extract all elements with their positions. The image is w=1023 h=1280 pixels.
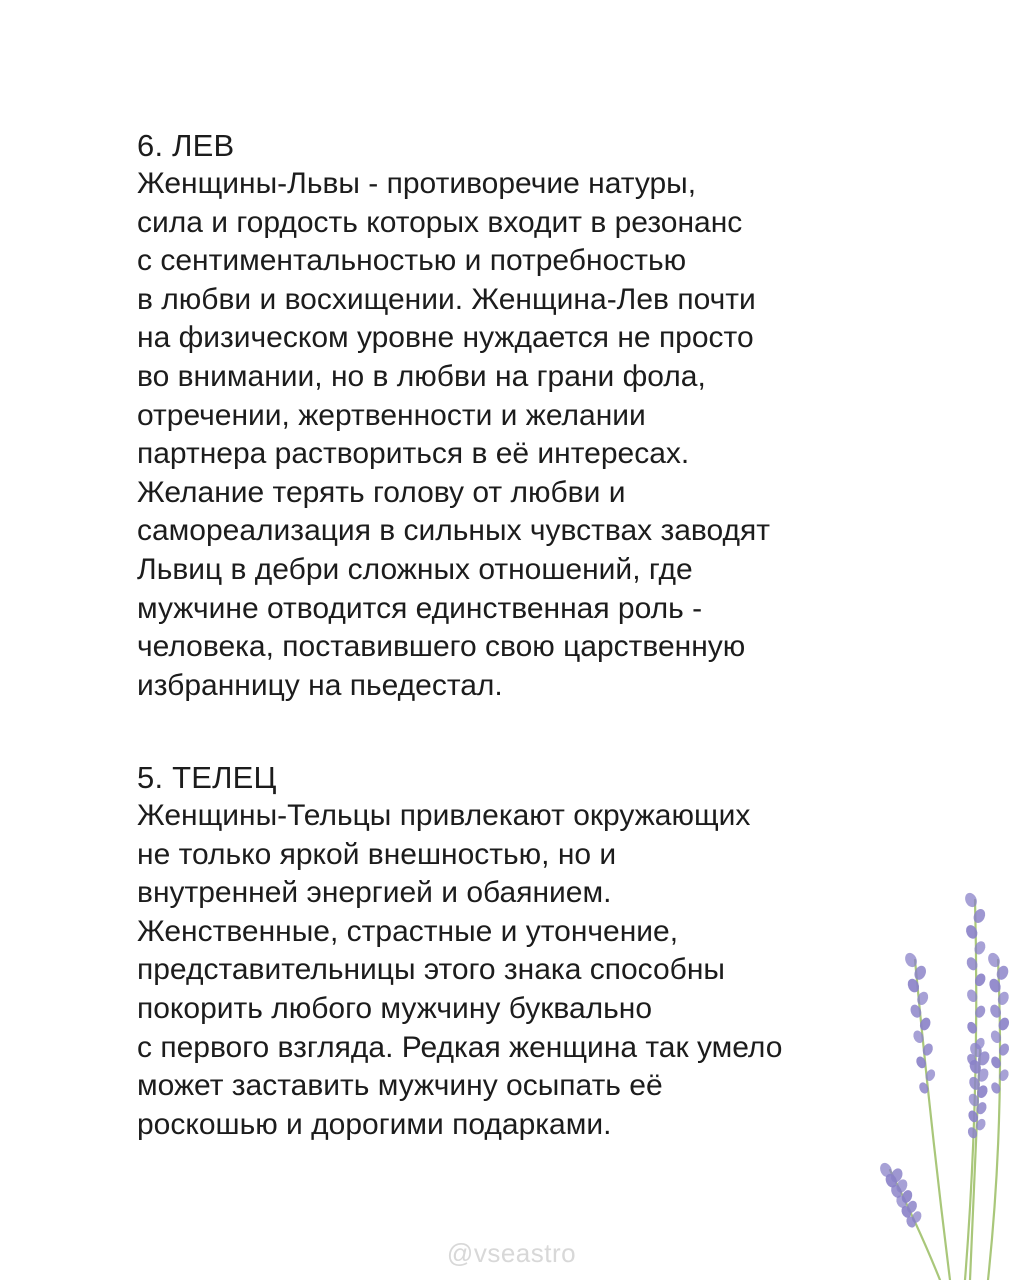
text-line: роскошью и дорогими подарками. [137, 1107, 612, 1141]
lavender-bud [996, 990, 1011, 1007]
lavender-stem [965, 900, 976, 1280]
text-line: может заставить мужчину осыпать её [137, 1069, 663, 1103]
lavender-bud [971, 907, 987, 925]
section-title: 6. ЛЕВ [137, 128, 235, 163]
text-line: избранницу на пьедестал. [137, 668, 503, 702]
text-line: человека, поставившего свою царственную [137, 630, 746, 664]
lavender-bud [972, 939, 987, 956]
text-line: покорить любого мужчину буквально [137, 991, 653, 1025]
text-line: Женственные, страстные и утончение, [137, 914, 679, 948]
text-line: самореализация в сильных чувствах заводят [137, 514, 771, 548]
text-line: внутренней энергией и обаянием. [137, 876, 612, 910]
text-line: Желание терять голову от любви и [137, 475, 626, 509]
section-title: 5. ТЕЛЕЦ [137, 760, 277, 795]
lavender-illustration-icon [870, 890, 1023, 1280]
text-line: на физическом уровне нуждается не просто [137, 321, 754, 355]
section-leo [137, 127, 897, 705]
text-line: с сентиментальностью и потребностью [137, 244, 687, 278]
text-line: в любви и восхищении. Женщина-Лев почти [137, 282, 756, 316]
text-line: с первого взгляда. Редкая женщина так умело [137, 1030, 783, 1064]
text-line: мужчине отводится единственная роль - [137, 591, 703, 625]
watermark: @vseastro [446, 1238, 577, 1268]
lavender-bud [965, 956, 980, 973]
text-line: сила и гордость которых входит в резонанс [137, 205, 743, 239]
lavender-bud [963, 891, 979, 909]
text-line: во внимании, но в любви на грани фола, [137, 359, 706, 393]
lavender-bud [964, 923, 980, 940]
text-line: представительницы этого знака способны [137, 953, 725, 987]
lavender-bud [986, 951, 1002, 969]
text-line: партнера раствориться в её интересах. [137, 437, 690, 471]
text-line: отречении, жертвенности и желании [137, 398, 646, 432]
text-line: Львиц в дебри сложных отношений, где [137, 552, 693, 586]
section-taurus [137, 759, 897, 1144]
text-line: Женщины-Тельцы привлекают окружающих [137, 799, 751, 832]
text-line: Женщины-Львы - противоречие натуры, [137, 167, 697, 200]
text-line: не только яркой внешностью, но и [137, 837, 617, 871]
